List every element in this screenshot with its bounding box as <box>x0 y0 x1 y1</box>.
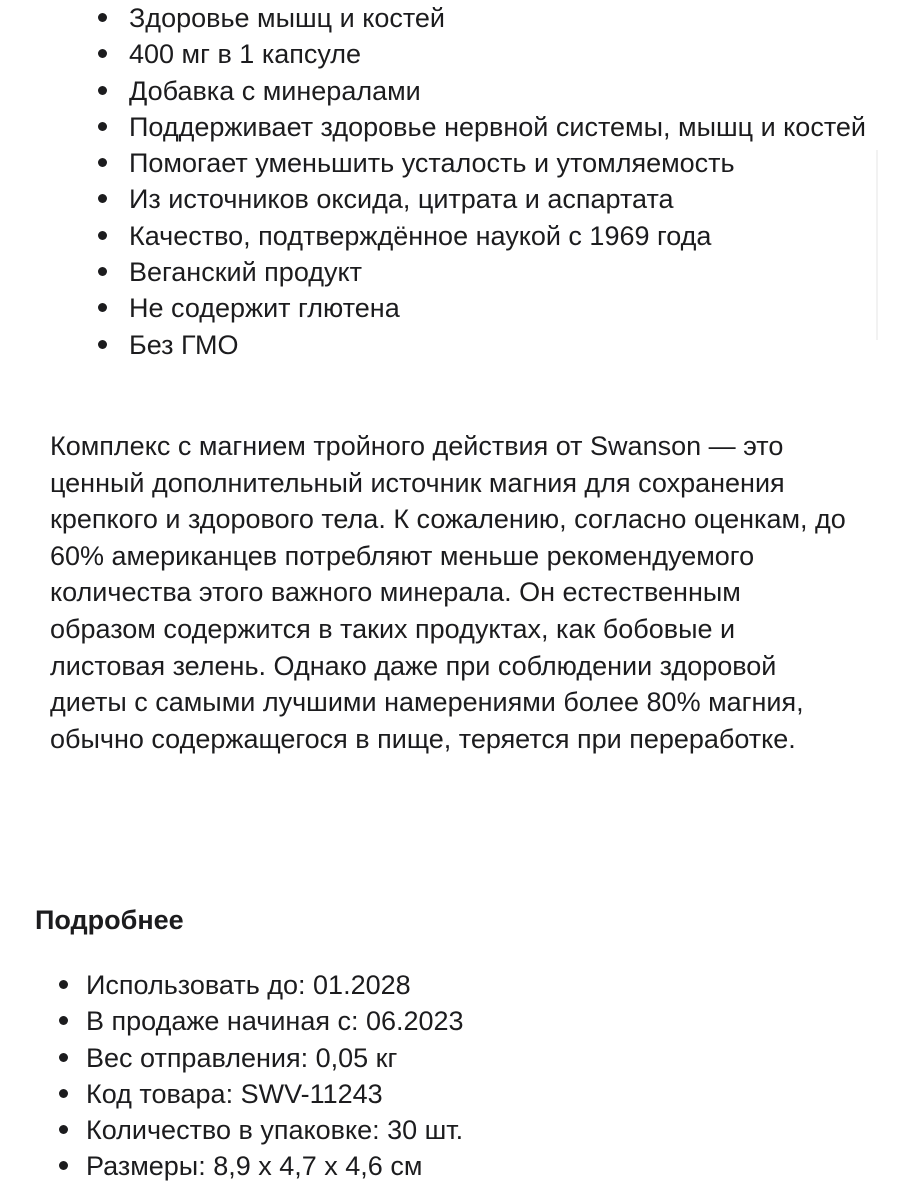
feature-item: Поддерживает здоровье нервной системы, мышц и костей <box>129 109 869 145</box>
feature-item: Не содержит глютена <box>129 290 869 326</box>
feature-item: Здоровье мышц и костей <box>129 0 869 36</box>
details-heading: Подробнее <box>35 905 184 935</box>
details-item: В продаже начиная с: 06.2023 <box>86 1003 846 1039</box>
scrollbar-track <box>876 150 878 340</box>
feature-item: Веганский продукт <box>129 254 869 290</box>
feature-item: Из источников оксида, цитрата и аспартата <box>129 181 869 217</box>
feature-list <box>129 0 869 363</box>
feature-item: Добавка с минералами <box>129 73 869 109</box>
feature-item: Без ГМО <box>129 327 869 363</box>
product-description: Комплекс с магнием тройного действия от Swanson — это ценный дополнительный источник магния для сохранения крепкого и здорового тела. К сожалению, согласно оценкам, до 60% американцев потребляют меньше рекомендуемого количества этого важного минерала. Он естественным образом содержится в таких продуктах, как бобовые и листовая зелень. Однако даже при соблюдении здоровой диеты с самыми лучшими намерениями более 80% магния, обычно содержащегося в пище, теряется при переработке. <box>50 431 846 754</box>
feature-item: Качество, подтверждённое наукой с 1969 года <box>129 218 869 254</box>
details-item: Размеры: 8,9 x 4,7 x 4,6 см <box>86 1148 846 1184</box>
details-item: Использовать до: 01.2028 <box>86 967 846 1003</box>
details-item: Код товара: SWV-11243 <box>86 1076 846 1112</box>
details-list <box>86 967 846 1185</box>
feature-item: Помогает уменьшить усталость и утомляемость <box>129 145 869 181</box>
details-item: Количество в упаковке: 30 шт. <box>86 1112 846 1148</box>
details-item: Вес отправления: 0,05 кг <box>86 1040 846 1076</box>
feature-item: 400 мг в 1 капсуле <box>129 36 869 72</box>
